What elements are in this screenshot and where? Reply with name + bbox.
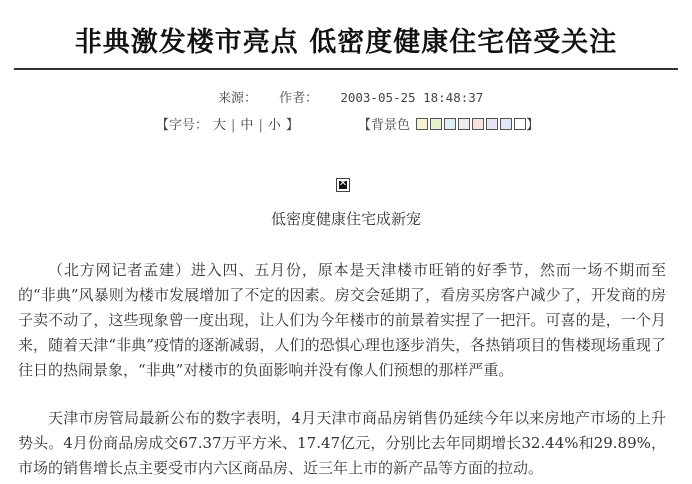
background-color-swatch[interactable] <box>458 118 470 130</box>
article-meta <box>218 87 501 106</box>
font-size-medium-link[interactable]: 中 <box>240 118 254 133</box>
paragraph-text: 天津市房管局最新公布的数字表明，4月天津市商品房销售仍延续今年以来房地产市场的上升势头。4月份商品房成交67.37万平方米、17.47亿元，分别比去年同期增长32.44%和29.89%，市场的销售增长点主要受市内六区商品房、近三年上市的新产品等方面的拉动。 <box>18 409 666 477</box>
article-title: 非典激发楼市亮点 低密度健康住宅倍受关注 <box>74 27 618 58</box>
author-label: 作者： <box>279 91 319 106</box>
source-label: 来源： <box>218 91 258 106</box>
font-size-label: 【字号： <box>156 118 209 133</box>
article-paragraph <box>18 406 666 481</box>
background-swatches <box>414 118 526 133</box>
font-size-control <box>156 114 299 133</box>
separator: | <box>231 118 236 133</box>
font-size-small-link[interactable]: 小 <box>267 118 281 133</box>
paragraph-text: （北方网记者孟建）进入四、五月份，原本是天津楼市旺销的好季节，然而一场不期而至的“非典”风暴则为楼市发展增加了不定的因素。房交会延期了，看房买房客户减少了，开发商的房子卖不动了，这些现象曾一度出现，让人们为今年楼市的前景着实捏了一把汗。可喜的是，一个月来，随着天津“非典”疫情的逐渐减弱，人们的恐惧心理也逐步消失，各热销项目的售楼现场重现了往日的热闹景象，“非典”对楼市的负面影响并没有像人们预想的那样严重。 <box>18 261 666 379</box>
font-size-close: 】 <box>285 118 299 133</box>
background-color-control <box>358 114 539 133</box>
background-color-swatch[interactable] <box>500 118 512 130</box>
image-caption: 低密度健康住宅成新宠 <box>270 210 421 228</box>
font-size-large-link[interactable]: 大 <box>213 118 227 133</box>
article-paragraph <box>18 258 666 383</box>
background-color-swatch[interactable] <box>444 118 456 130</box>
background-color-close: 】 <box>526 118 540 133</box>
background-color-swatch[interactable] <box>472 118 484 130</box>
broken-image-icon <box>336 178 350 192</box>
background-color-swatch[interactable] <box>486 118 498 130</box>
title-divider <box>14 68 678 70</box>
background-color-label: 【背景色 <box>358 118 411 133</box>
separator: | <box>258 118 263 133</box>
publish-datetime: 2003-05-25 18:48:37 <box>340 90 484 105</box>
background-color-swatch[interactable] <box>514 118 526 130</box>
background-color-swatch[interactable] <box>416 118 428 130</box>
background-color-swatch[interactable] <box>430 118 442 130</box>
